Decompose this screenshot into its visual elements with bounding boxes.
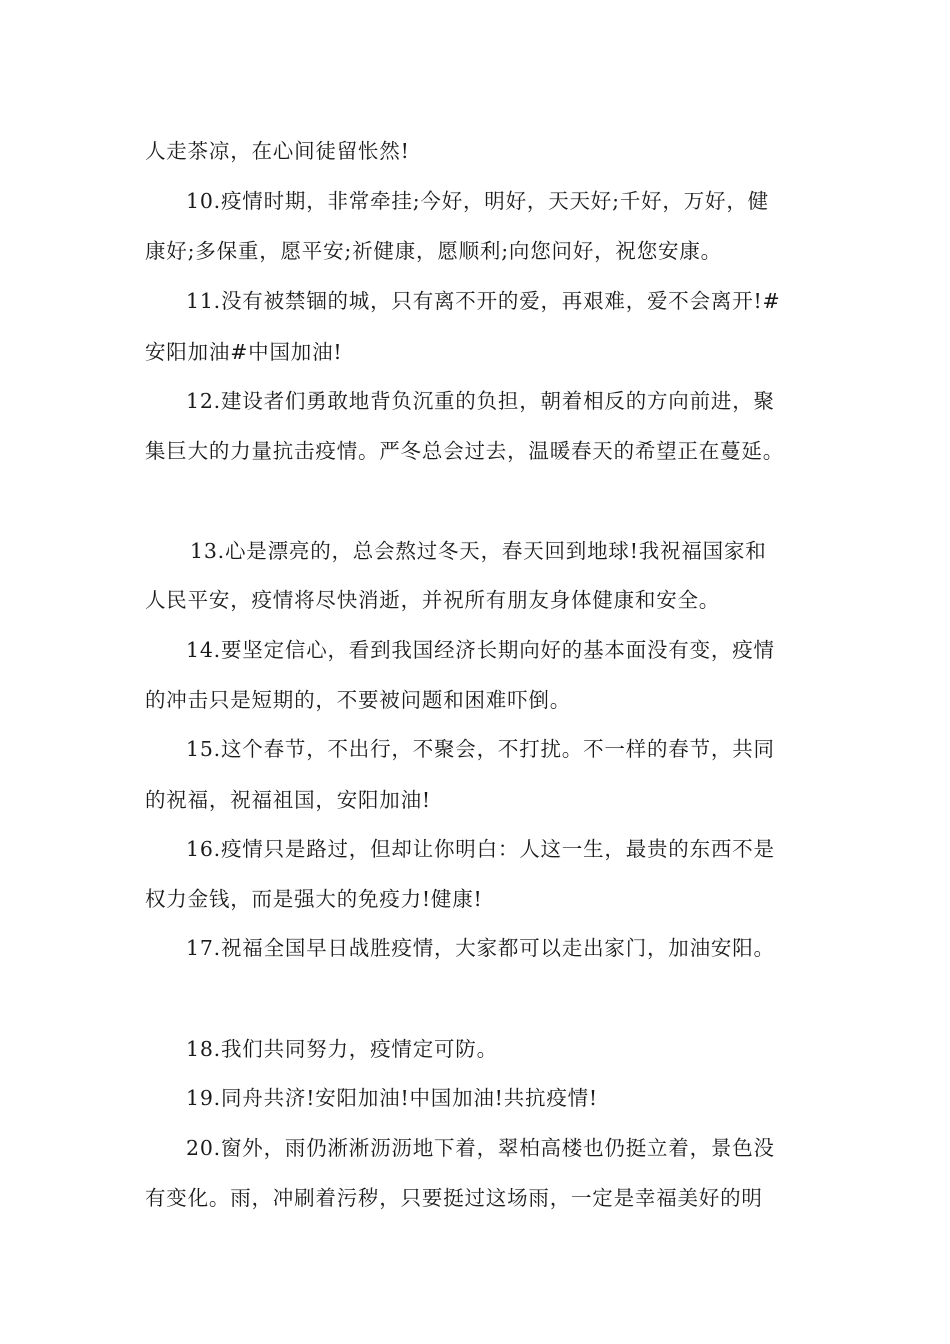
text-line: 14.要坚定信心，看到我国经济长期向好的基本面没有变，疫情 xyxy=(186,638,775,662)
text-line: 安阳加油#中国加油! xyxy=(145,340,343,364)
text-line: 人民平安，疫情将尽快消逝，并祝所有朋友身体健康和安全。 xyxy=(145,588,721,612)
text-line: 12.建设者们勇敢地背负沉重的负担，朝着相反的方向前进，聚 xyxy=(186,389,775,413)
text-line: 权力金钱，而是强大的免疫力!健康! xyxy=(145,887,483,911)
text-line: 10.疫情时期，非常牵挂;今好，明好，天天好;千好，万好，健 xyxy=(186,189,769,213)
text-line: 20.窗外，雨仍淅淅沥沥地下着，翠柏高楼也仍挺立着，景色没 xyxy=(186,1136,775,1160)
text-line: 的祝福，祝福祖国，安阳加油! xyxy=(145,788,431,812)
text-line: 集巨大的力量抗击疫情。严冬总会过去，温暖春天的希望正在蔓延。 xyxy=(145,439,784,463)
text-line: 11.没有被禁锢的城，只有离不开的爱，再艰难，爱不会离开!# xyxy=(186,289,781,313)
text-line: 15.这个春节，不出行，不聚会，不打扰。不一样的春节，共同 xyxy=(186,737,775,761)
text-line: 13.心是漂亮的，总会熬过冬天，春天回到地球!我祝福国家和 xyxy=(190,539,767,563)
text-line: 16.疫情只是路过，但却让你明白：人这一生，最贵的东西不是 xyxy=(186,837,775,861)
text-line: 的冲击只是短期的，不要被问题和困难吓倒。 xyxy=(145,688,571,712)
text-line: 17.祝福全国早日战胜疫情，大家都可以走出家门，加油安阳。 xyxy=(186,936,775,960)
text-line: 19.同舟共济!安阳加油!中国加油!共抗疫情! xyxy=(186,1086,598,1110)
text-line: 康好;多保重，愿平安;祈健康，愿顺利;向您问好，祝您安康。 xyxy=(145,239,722,263)
text-line: 有变化。雨，冲刷着污秽，只要挺过这场雨，一定是幸福美好的明 xyxy=(145,1186,763,1210)
text-line: 18.我们共同努力，疫情定可防。 xyxy=(186,1037,498,1061)
text-line: 人走茶凉，在心间徒留怅然! xyxy=(145,139,410,163)
